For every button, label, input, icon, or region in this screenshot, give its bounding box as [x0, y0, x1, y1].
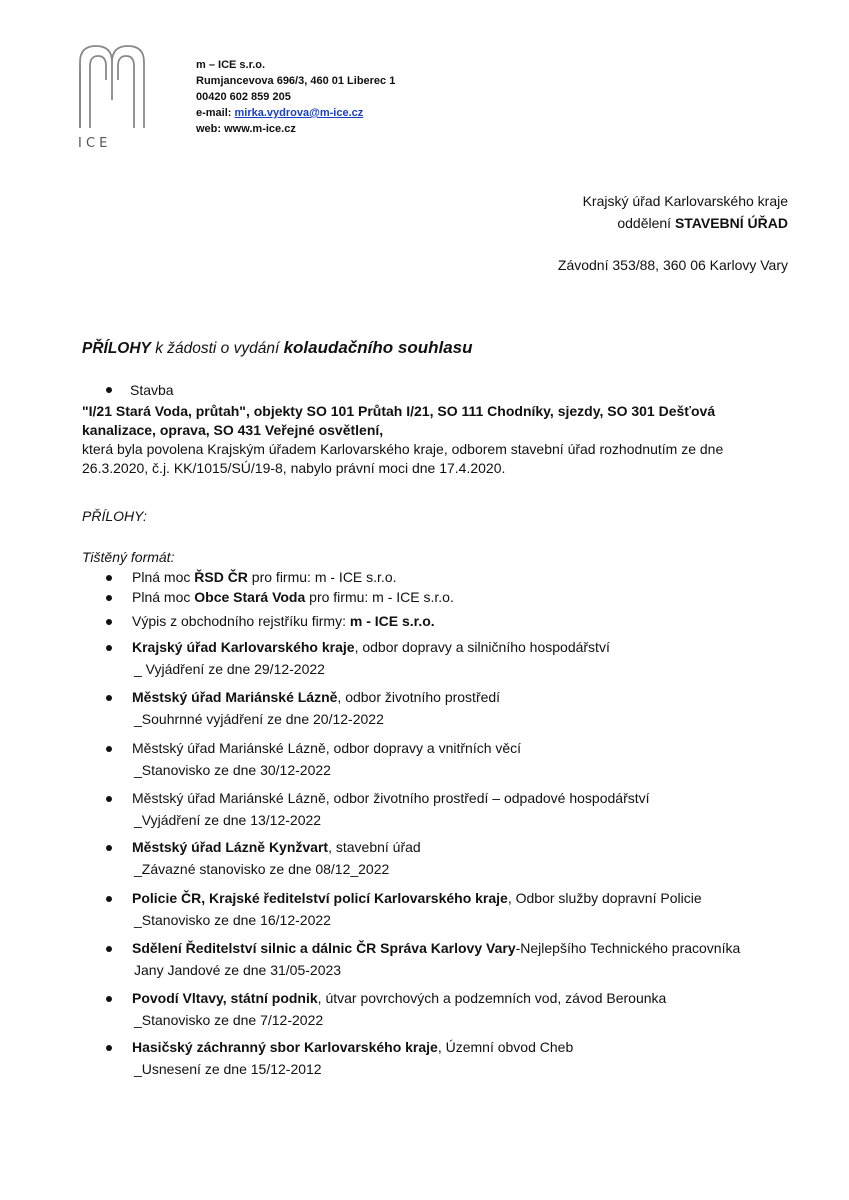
attachment-text-a: Městský úřad Mariánské Lázně, odbor dopravy a vnitřních věcí: [132, 740, 522, 756]
attachment-item: [82, 1038, 849, 1079]
attachment-text-b: Městský úřad Mariánské Lázně: [132, 689, 338, 705]
attachment-subline: Jany Jandové ze dne 31/05-2023: [134, 962, 342, 978]
attachment-item: [82, 838, 849, 879]
company-name: m – ICE s.r.o.: [196, 59, 266, 71]
attachment-subline: _Souhrnné vyjádření ze dne 20/12-2022: [134, 711, 384, 727]
attachment-text-a: Plná moc: [132, 589, 195, 605]
attachment-item: [82, 889, 849, 930]
attachment-item: [82, 612, 849, 631]
attachment-item: [82, 568, 849, 587]
recipient-street: Závodní 353/88, 360 06 Karlovy Vary: [557, 257, 788, 273]
company-logo: [76, 40, 176, 160]
attachment-text-a: Městský úřad Mariánské Lázně, odbor životního prostředí – odpadové hospodářství: [132, 790, 650, 806]
attachment-text-c: , útvar povrchových a podzemních vod, závod Berounka: [317, 990, 667, 1006]
attachment-item: [82, 588, 849, 607]
attachment-item: [82, 789, 849, 830]
email-link[interactable]: mirka.vydrova@m-ice.cz: [234, 107, 364, 119]
attachment-item: [82, 688, 849, 729]
company-address: Rumjancevova 696/3, 460 01 Liberec 1: [196, 75, 396, 87]
attachment-item: [82, 638, 849, 679]
attachment-subline: _Usnesení ze dne 15/12-2012: [134, 1061, 322, 1077]
attachment-text-c: , Odbor služby dopravní Policie: [507, 890, 702, 906]
logo-letters: I C E: [78, 136, 108, 151]
attachment-item: [82, 939, 849, 980]
attachment-subline: _Stanovisko ze dne 30/12-2022: [134, 762, 331, 778]
attachment-text-c: , stavební úřad: [328, 839, 421, 855]
attachment-text-b: ŘSD ČR: [194, 569, 248, 585]
attachment-text-b: Povodí Vltavy, státní podnik: [132, 990, 318, 1006]
stavba-section: [82, 381, 782, 478]
attachment-text-b: Sdělení Ředitelství silnic a dálnic ČR Správa Karlovy Vary: [132, 940, 516, 956]
attachment-text-b: Krajský úřad Karlovarského kraje: [132, 639, 355, 655]
stavba-title: "I/21 Stará Voda, průtah", objekty SO 101 Průtah I/21, SO 111 Chodníky, sjezdy, SO 301 Dešťová kanalizace, oprava, SO 431 Veřejné osvětlení,: [82, 403, 716, 438]
company-web: web: www.m-ice.cz: [196, 123, 296, 135]
attachment-text-c: pro firmu: m - ICE s.r.o.: [305, 589, 454, 605]
attachment-text-c: , odbor životního prostředí: [337, 689, 501, 705]
attachment-subline: _Stanovisko ze dne 7/12-2022: [134, 1012, 324, 1028]
email-label: e-mail:: [196, 107, 235, 119]
attachment-subline: _Vyjádření ze dne 13/12-2022: [134, 812, 322, 828]
recipient-line1: Krajský úřad Karlovarského kraje: [582, 193, 788, 209]
attachment-text-a: Výpis z obchodního rejstříku firmy:: [132, 613, 350, 629]
company-phone: 00420 602 859 205: [196, 91, 291, 103]
attachment-text-c: , Územní obvod Cheb: [437, 1039, 574, 1055]
attachment-text-b: m - ICE s.r.o.: [349, 613, 435, 629]
attachment-item: [82, 739, 849, 780]
attachment-subline: _Závazné stanovisko ze dne 08/12_2022: [134, 861, 390, 877]
attachment-text-c: pro firmu: m - ICE s.r.o.: [247, 569, 397, 585]
attachment-text-a: Plná moc: [132, 569, 195, 585]
attachment-text-c: -Nejlepšího Technického pracovníka: [515, 940, 741, 956]
recipient-line2: oddělení STAVEBNÍ ÚŘAD: [617, 215, 788, 231]
attachment-text-b: Hasičský záchranný sbor Karlovarského kraje: [132, 1039, 438, 1055]
format-label: Tištěný formát:: [82, 549, 175, 565]
attachment-item: [82, 989, 849, 1030]
attachment-subline: _Stanovisko ze dne 16/12-2022: [134, 912, 331, 928]
attachment-text-b: Obce Stará Voda: [194, 589, 306, 605]
company-info: [196, 57, 395, 137]
stavba-description: která byla povolena Krajským úřadem Karlovarského kraje, odborem stavební úřad rozhodnutím ze dne 26.3.2020, č.j. KK/1015/SÚ/19-8, nabylo právní moci dne 17.4.2020.: [82, 441, 724, 476]
prilohy-label: PŘÍLOHY:: [82, 508, 147, 524]
attachment-text-b: Městský úřad Lázně Kynžvart: [132, 839, 329, 855]
attachment-text-c: , odbor dopravy a silničního hospodářství: [354, 639, 610, 655]
recipient-address: [558, 190, 788, 276]
attachment-text-b: Policie ČR, Krajské ředitelství policí Karlovarského kraje: [132, 890, 508, 906]
attachment-subline: _ Vyjádření ze dne 29/12-2022: [134, 661, 325, 677]
company-email-line: [196, 105, 395, 121]
document-heading: PŘÍLOHY k žádosti o vydání kolaudačního souhlasu: [82, 338, 473, 357]
stavba-label: Stavba: [82, 381, 782, 400]
